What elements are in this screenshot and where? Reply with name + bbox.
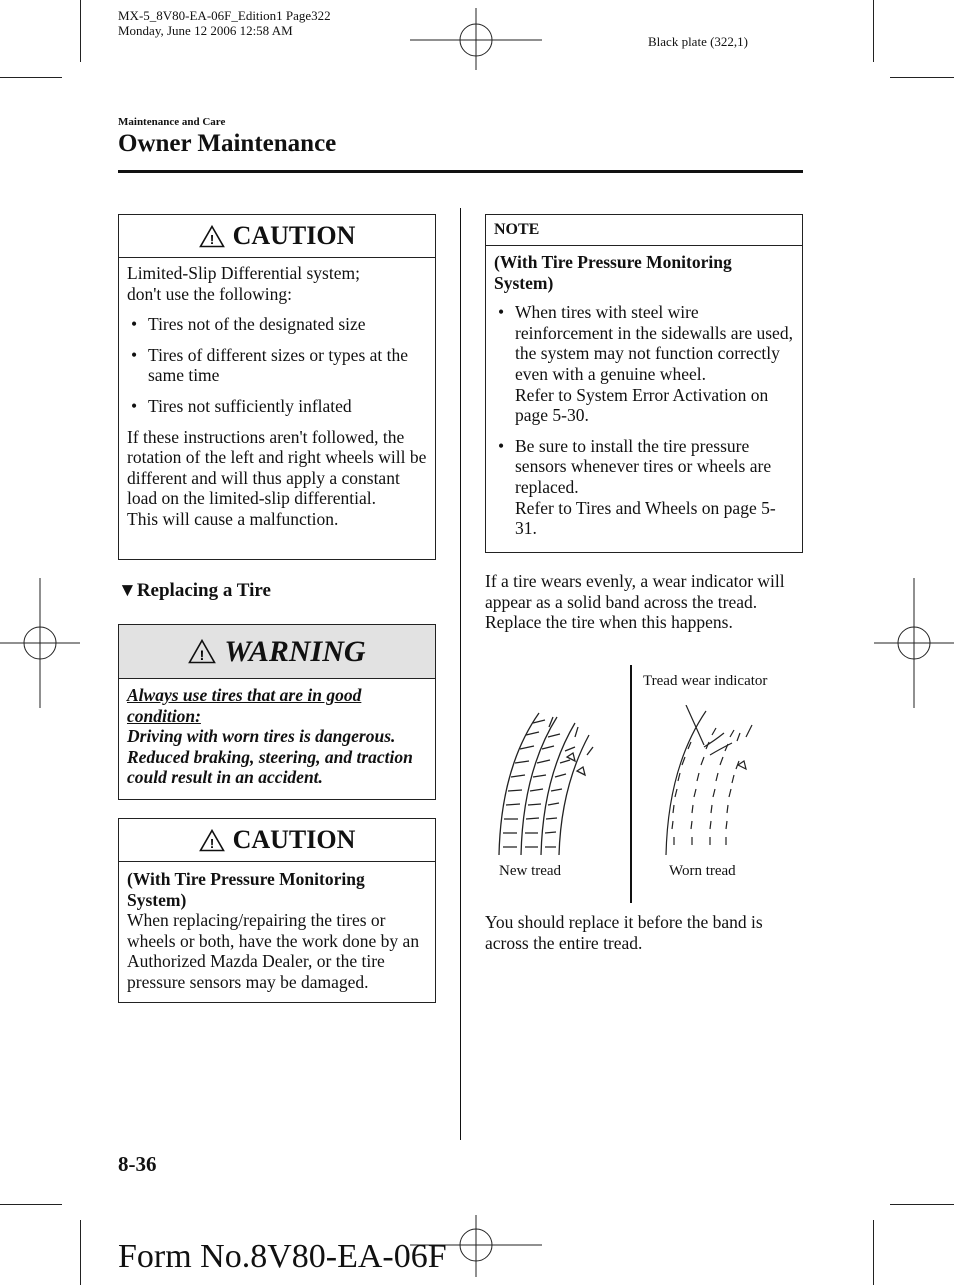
warning-triangle-icon: [199, 225, 225, 248]
replace-advice-paragraph: You should replace it before the band is across the entire tread.: [485, 912, 763, 953]
caution-intro: [127, 263, 427, 304]
note-bullet-reference: Refer to System Error Activation on page 5-30.: [515, 384, 769, 426]
print-job-info: [118, 8, 331, 38]
subheading-replacing-tire: [118, 580, 271, 602]
date-line: Monday, June 12 2006 12:58 AM: [118, 23, 293, 38]
paragraph-text: If a tire wears evenly, a wear indicator will appear as a solid band across the tread.: [485, 571, 785, 612]
registration-mark-top: [410, 8, 542, 70]
worn-tread-label: Worn tread: [669, 863, 736, 879]
caution-body: [119, 258, 435, 536]
paragraph-text: Replace the tire when this happens.: [485, 612, 733, 633]
caution-header: [119, 215, 435, 258]
warning-triangle-icon: [199, 829, 225, 852]
figure-divider: [630, 665, 632, 903]
note-body: [486, 246, 802, 555]
caution-box-differential: [118, 214, 436, 560]
note-title: NOTE: [486, 215, 802, 246]
title-rule: [118, 170, 803, 173]
wear-indicator-paragraph: [485, 571, 803, 633]
svg-text:!: !: [209, 835, 214, 851]
list-item: • Tires not sufficiently inflated: [127, 396, 427, 417]
plate-label: Black plate (322,1): [648, 34, 748, 49]
caution-box-tpms: [118, 818, 436, 1003]
new-tread-illustration: [493, 707, 603, 857]
note-bullet-reference: Refer to Tires and Wheels on page 5-31.: [515, 497, 776, 539]
caution-consequence: This will cause a malfunction.: [127, 508, 339, 529]
caution-title: CAUTION: [232, 221, 356, 250]
down-triangle-icon: ▼: [118, 580, 137, 601]
list-item: [494, 436, 794, 539]
list-item: • Tires of different sizes or types at the same time: [127, 345, 427, 386]
caution-header: [119, 819, 435, 862]
subheading-text: Replacing a Tire: [136, 580, 271, 601]
list-item: [494, 302, 794, 426]
svg-text:!: !: [200, 647, 205, 663]
form-number: Form No.8V80-EA-06F: [118, 1238, 447, 1275]
registration-mark-right: [874, 578, 954, 708]
caution-intro-line: don't use the following:: [127, 283, 293, 304]
tread-wear-indicator-label: Tread wear indicator: [643, 673, 768, 689]
new-tread-label: New tread: [499, 863, 562, 879]
caution-lead: (With Tire Pressure Monitoring System): [127, 869, 365, 910]
caution-intro-line: Limited-Slip Differential system;: [127, 263, 360, 283]
tread-figure: [485, 665, 803, 905]
section-category: Maintenance and Care: [118, 116, 226, 128]
caution-explanation: If these instructions aren't followed, the rotation of the left and right wheels will be different and will thus apply a constant load on the limited-slip differential.: [127, 426, 427, 509]
warning-lead: Always use tires that are in good condition:: [127, 685, 362, 726]
caution-text: When replacing/repairing the tires or wheels or both, have the work done by an Authorized Mazda Dealer, or the tire pressure sensors may be damaged.: [127, 910, 420, 992]
file-line: MX-5_8V80-EA-06F_Edition1 Page322: [118, 8, 331, 23]
column-divider: [460, 208, 461, 1140]
note-bullet-text: • When tires with steel wire reinforcement in the sidewalls are used, the system may not function correctly even with a genuine wheel.: [515, 302, 793, 384]
note-bullet-list: [494, 302, 794, 539]
warning-triangle-icon: [188, 639, 216, 664]
note-lead: (With Tire Pressure Monitoring System): [494, 252, 732, 293]
page-title: Owner Maintenance: [118, 130, 337, 157]
caution-title: CAUTION: [232, 825, 356, 854]
warning-header: [119, 625, 435, 679]
list-item: • Tires not of the designated size: [127, 314, 427, 335]
caution-bullet-list: [127, 314, 427, 416]
registration-mark-left: [0, 578, 80, 708]
note-bullet-text: • Be sure to install the tire pressure sensors whenever tires or wheels are replaced.: [515, 435, 772, 497]
warning-title: WARNING: [224, 634, 366, 668]
warning-box: [118, 624, 436, 800]
page-number: 8-36: [118, 1152, 157, 1176]
svg-text:!: !: [209, 231, 214, 247]
note-box: [485, 214, 803, 553]
caution-body: [119, 862, 435, 999]
worn-tread-illustration: [660, 705, 770, 855]
warning-body: [119, 679, 435, 794]
warning-text: Driving with worn tires is dangerous. Reduced braking, steering, and traction could result in an accident.: [127, 726, 413, 788]
